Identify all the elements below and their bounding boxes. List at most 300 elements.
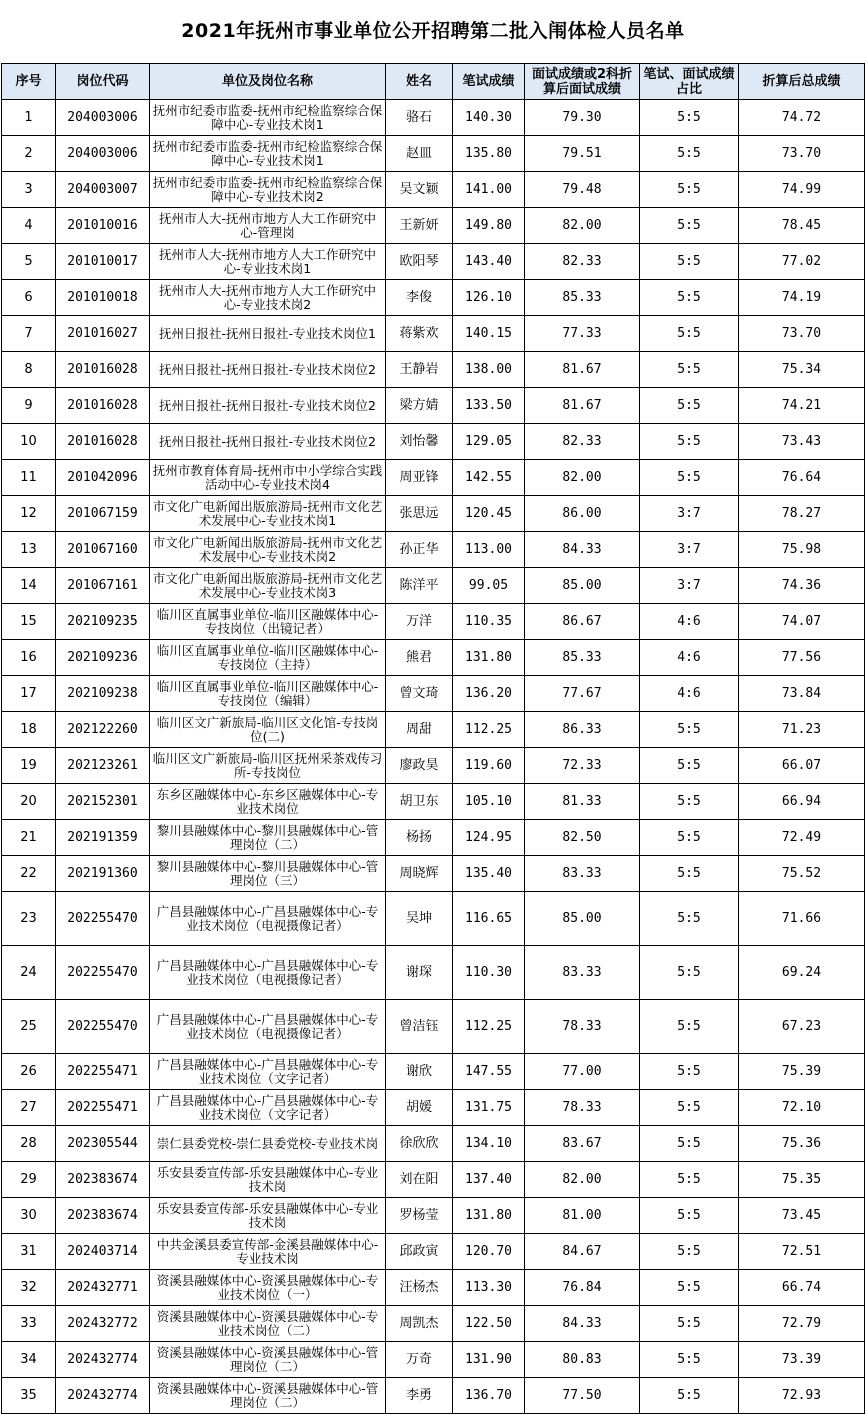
- table-row: [2, 424, 865, 460]
- cell-total: 69.24: [739, 946, 865, 1000]
- cell-ratio: 5:5: [640, 424, 739, 460]
- cell-name: 吴文颖: [386, 172, 453, 208]
- cell-total: 74.72: [739, 100, 865, 136]
- cell-ratio: 5:5: [640, 1342, 739, 1378]
- cell-ratio: 5:5: [640, 100, 739, 136]
- cell-unit: 资溪县融媒体中心-资溪县融媒体中心-专业技术岗位（一）: [150, 1270, 386, 1306]
- cell-total: 74.36: [739, 568, 865, 604]
- cell-total: 75.98: [739, 532, 865, 568]
- cell-total: 71.23: [739, 712, 865, 748]
- cell-ratio: 5:5: [640, 784, 739, 820]
- cell-name: 谢琛: [386, 946, 453, 1000]
- cell-unit: 广昌县融媒体中心-广昌县融媒体中心-专业技术岗位（文字记者）: [150, 1090, 386, 1126]
- cell-unit: 资溪县融媒体中心-资溪县融媒体中心-管理岗位（二）: [150, 1378, 386, 1414]
- cell-interview: 81.00: [525, 1198, 640, 1234]
- cell-interview: 85.00: [525, 892, 640, 946]
- cell-name: 刘怡馨: [386, 424, 453, 460]
- cell-ratio: 4:6: [640, 676, 739, 712]
- cell-no: 15: [2, 604, 56, 640]
- cell-unit: 崇仁县委党校-崇仁县委党校-专业技术岗: [150, 1126, 386, 1162]
- cell-no: 11: [2, 460, 56, 496]
- cell-name: 吴坤: [386, 892, 453, 946]
- cell-interview: 84.67: [525, 1234, 640, 1270]
- cell-code: 204003006: [56, 136, 150, 172]
- cell-code: 201067161: [56, 568, 150, 604]
- cell-written: 134.10: [453, 1126, 525, 1162]
- cell-name: 胡卫东: [386, 784, 453, 820]
- cell-code: 201010016: [56, 208, 150, 244]
- table-row: [2, 568, 865, 604]
- cell-no: 35: [2, 1378, 56, 1414]
- cell-name: 廖政昊: [386, 748, 453, 784]
- cell-unit: 东乡区融媒体中心-东乡区融媒体中心-专业技术岗位: [150, 784, 386, 820]
- cell-code: 201042096: [56, 460, 150, 496]
- cell-name: 谢欣: [386, 1054, 453, 1090]
- cell-no: 24: [2, 946, 56, 1000]
- table-row: [2, 1306, 865, 1342]
- cell-no: 26: [2, 1054, 56, 1090]
- cell-written: 126.10: [453, 280, 525, 316]
- cell-total: 75.39: [739, 1054, 865, 1090]
- cell-code: 202255470: [56, 1000, 150, 1054]
- cell-unit: 资溪县融媒体中心-资溪县融媒体中心-管理岗位（二）: [150, 1342, 386, 1378]
- cell-unit: 抚州市纪委市监委-抚州市纪检监察综合保障中心-专业技术岗1: [150, 100, 386, 136]
- cell-interview: 86.67: [525, 604, 640, 640]
- cell-unit: 市文化广电新闻出版旅游局-抚州市文化艺术发展中心-专业技术岗2: [150, 532, 386, 568]
- cell-name: 欧阳琴: [386, 244, 453, 280]
- cell-ratio: 4:6: [640, 604, 739, 640]
- cell-written: 116.65: [453, 892, 525, 946]
- cell-unit: 乐安县委宣传部-乐安县融媒体中心-专业技术岗: [150, 1198, 386, 1234]
- cell-written: 120.45: [453, 496, 525, 532]
- cell-no: 14: [2, 568, 56, 604]
- cell-interview: 80.83: [525, 1342, 640, 1378]
- cell-total: 77.56: [739, 640, 865, 676]
- cell-written: 135.40: [453, 856, 525, 892]
- header-ratio: 笔试、面试成绩占比: [640, 64, 739, 100]
- table-row: [2, 748, 865, 784]
- cell-name: 陈洋平: [386, 568, 453, 604]
- header-total: 折算后总成绩: [739, 64, 865, 100]
- cell-interview: 77.00: [525, 1054, 640, 1090]
- cell-name: 徐欣欣: [386, 1126, 453, 1162]
- cell-written: 113.30: [453, 1270, 525, 1306]
- table-row: [2, 172, 865, 208]
- cell-no: 32: [2, 1270, 56, 1306]
- cell-ratio: 5:5: [640, 136, 739, 172]
- cell-name: 王静岩: [386, 352, 453, 388]
- cell-no: 33: [2, 1306, 56, 1342]
- table-row: [2, 856, 865, 892]
- table-row: [2, 100, 865, 136]
- cell-name: 孙正华: [386, 532, 453, 568]
- cell-interview: 79.51: [525, 136, 640, 172]
- cell-ratio: 3:7: [640, 568, 739, 604]
- cell-written: 112.25: [453, 712, 525, 748]
- cell-name: 骆石: [386, 100, 453, 136]
- cell-no: 18: [2, 712, 56, 748]
- cell-written: 149.80: [453, 208, 525, 244]
- cell-code: 201016028: [56, 388, 150, 424]
- cell-no: 17: [2, 676, 56, 712]
- cell-name: 蒋紫欢: [386, 316, 453, 352]
- cell-no: 21: [2, 820, 56, 856]
- cell-interview: 79.30: [525, 100, 640, 136]
- cell-ratio: 5:5: [640, 1126, 739, 1162]
- table-row: [2, 784, 865, 820]
- cell-name: 李俊: [386, 280, 453, 316]
- cell-ratio: 5:5: [640, 280, 739, 316]
- cell-ratio: 5:5: [640, 946, 739, 1000]
- cell-interview: 85.33: [525, 640, 640, 676]
- cell-unit: 临川区直属事业单位-临川区融媒体中心-专技岗位（出镜记者）: [150, 604, 386, 640]
- cell-code: 202383674: [56, 1198, 150, 1234]
- cell-ratio: 5:5: [640, 1378, 739, 1414]
- cell-written: 99.05: [453, 568, 525, 604]
- cell-total: 78.45: [739, 208, 865, 244]
- cell-total: 72.79: [739, 1306, 865, 1342]
- cell-interview: 83.67: [525, 1126, 640, 1162]
- cell-unit: 抚州市教育体育局-抚州市中小学综合实践活动中心-专业技术岗4: [150, 460, 386, 496]
- cell-no: 7: [2, 316, 56, 352]
- cell-no: 5: [2, 244, 56, 280]
- cell-written: 140.15: [453, 316, 525, 352]
- cell-name: 汪杨杰: [386, 1270, 453, 1306]
- cell-name: 周晓辉: [386, 856, 453, 892]
- table-row: [2, 1162, 865, 1198]
- table-row: [2, 208, 865, 244]
- cell-no: 27: [2, 1090, 56, 1126]
- cell-written: 143.40: [453, 244, 525, 280]
- cell-name: 熊君: [386, 640, 453, 676]
- cell-unit: 黎川县融媒体中心-黎川县融媒体中心-管理岗位（三）: [150, 856, 386, 892]
- cell-interview: 76.84: [525, 1270, 640, 1306]
- cell-interview: 82.33: [525, 424, 640, 460]
- table-row: [2, 604, 865, 640]
- table-row: [2, 316, 865, 352]
- header-interview: 面试成绩或2科折算后面试成绩: [525, 64, 640, 100]
- cell-code: 202403714: [56, 1234, 150, 1270]
- cell-total: 66.94: [739, 784, 865, 820]
- cell-name: 李勇: [386, 1378, 453, 1414]
- table-row: [2, 1126, 865, 1162]
- cell-interview: 84.33: [525, 1306, 640, 1342]
- cell-written: 120.70: [453, 1234, 525, 1270]
- cell-written: 136.20: [453, 676, 525, 712]
- cell-unit: 临川区直属事业单位-临川区融媒体中心-专技岗位（编辑）: [150, 676, 386, 712]
- cell-name: 曾洁钰: [386, 1000, 453, 1054]
- cell-interview: 81.67: [525, 388, 640, 424]
- cell-interview: 72.33: [525, 748, 640, 784]
- cell-unit: 抚州市人大-抚州市地方人大工作研究中心-专业技术岗2: [150, 280, 386, 316]
- cell-code: 201016028: [56, 352, 150, 388]
- cell-total: 75.36: [739, 1126, 865, 1162]
- cell-written: 112.25: [453, 1000, 525, 1054]
- header-code: 岗位代码: [56, 64, 150, 100]
- cell-name: 杨扬: [386, 820, 453, 856]
- cell-no: 4: [2, 208, 56, 244]
- cell-unit: 乐安县委宣传部-乐安县融媒体中心-专业技术岗: [150, 1162, 386, 1198]
- table-row: [2, 676, 865, 712]
- cell-unit: 临川区文广新旅局-临川区文化馆-专技岗位(二): [150, 712, 386, 748]
- cell-unit: 资溪县融媒体中心-资溪县融媒体中心-专业技术岗位（二）: [150, 1306, 386, 1342]
- cell-unit: 黎川县融媒体中心-黎川县融媒体中心-管理岗位（二）: [150, 820, 386, 856]
- cell-unit: 抚州市人大-抚州市地方人大工作研究中心-管理岗: [150, 208, 386, 244]
- cell-written: 141.00: [453, 172, 525, 208]
- cell-written: 136.70: [453, 1378, 525, 1414]
- cell-ratio: 5:5: [640, 856, 739, 892]
- cell-total: 75.34: [739, 352, 865, 388]
- cell-no: 3: [2, 172, 56, 208]
- cell-ratio: 3:7: [640, 496, 739, 532]
- cell-unit: 市文化广电新闻出版旅游局-抚州市文化艺术发展中心-专业技术岗3: [150, 568, 386, 604]
- cell-ratio: 5:5: [640, 1090, 739, 1126]
- cell-written: 131.80: [453, 1198, 525, 1234]
- cell-interview: 82.33: [525, 244, 640, 280]
- cell-code: 202383674: [56, 1162, 150, 1198]
- header-written: 笔试成绩: [453, 64, 525, 100]
- header-name: 姓名: [386, 64, 453, 100]
- cell-unit: 抚州市纪委市监委-抚州市纪检监察综合保障中心-专业技术岗2: [150, 172, 386, 208]
- cell-total: 73.39: [739, 1342, 865, 1378]
- cell-interview: 86.33: [525, 712, 640, 748]
- table-row: [2, 1342, 865, 1378]
- cell-ratio: 5:5: [640, 1054, 739, 1090]
- cell-ratio: 4:6: [640, 640, 739, 676]
- cell-ratio: 5:5: [640, 820, 739, 856]
- cell-written: 110.35: [453, 604, 525, 640]
- table-row: [2, 1378, 865, 1414]
- cell-name: 万洋: [386, 604, 453, 640]
- table-row: [2, 1270, 865, 1306]
- cell-code: 202191359: [56, 820, 150, 856]
- table-row: [2, 244, 865, 280]
- cell-code: 202305544: [56, 1126, 150, 1162]
- cell-name: 王新妍: [386, 208, 453, 244]
- table-row: [2, 1054, 865, 1090]
- cell-written: 135.80: [453, 136, 525, 172]
- cell-code: 202255470: [56, 892, 150, 946]
- cell-name: 胡媛: [386, 1090, 453, 1126]
- header-no: 序号: [2, 64, 56, 100]
- cell-no: 10: [2, 424, 56, 460]
- cell-total: 73.70: [739, 136, 865, 172]
- cell-unit: 抚州日报社-抚州日报社-专业技术岗位2: [150, 352, 386, 388]
- table-row: [2, 1198, 865, 1234]
- cell-written: 105.10: [453, 784, 525, 820]
- cell-unit: 中共金溪县委宣传部-金溪县融媒体中心-专业技术岗: [150, 1234, 386, 1270]
- cell-written: 124.95: [453, 820, 525, 856]
- cell-total: 72.49: [739, 820, 865, 856]
- cell-written: 131.75: [453, 1090, 525, 1126]
- cell-total: 74.19: [739, 280, 865, 316]
- cell-total: 78.27: [739, 496, 865, 532]
- cell-no: 9: [2, 388, 56, 424]
- page-title: 2021年抚州市事业单位公开招聘第二批入闱体检人员名单: [181, 20, 685, 42]
- cell-interview: 85.33: [525, 280, 640, 316]
- cell-name: 罗杨莹: [386, 1198, 453, 1234]
- cell-code: 202255471: [56, 1054, 150, 1090]
- cell-code: 201067160: [56, 532, 150, 568]
- cell-code: 202255471: [56, 1090, 150, 1126]
- table-body: [2, 100, 865, 1414]
- cell-no: 22: [2, 856, 56, 892]
- cell-code: 202122260: [56, 712, 150, 748]
- cell-written: 113.00: [453, 532, 525, 568]
- cell-interview: 85.00: [525, 568, 640, 604]
- cell-code: 202432772: [56, 1306, 150, 1342]
- cell-written: 147.55: [453, 1054, 525, 1090]
- table-row: [2, 352, 865, 388]
- cell-code: 201016028: [56, 424, 150, 460]
- cell-total: 73.84: [739, 676, 865, 712]
- cell-interview: 82.00: [525, 1162, 640, 1198]
- cell-no: 20: [2, 784, 56, 820]
- cell-total: 72.51: [739, 1234, 865, 1270]
- cell-written: 119.60: [453, 748, 525, 784]
- cell-no: 2: [2, 136, 56, 172]
- cell-ratio: 5:5: [640, 208, 739, 244]
- cell-name: 梁方婧: [386, 388, 453, 424]
- cell-code: 204003006: [56, 100, 150, 136]
- cell-no: 1: [2, 100, 56, 136]
- cell-name: 邱政寅: [386, 1234, 453, 1270]
- cell-no: 31: [2, 1234, 56, 1270]
- cell-no: 30: [2, 1198, 56, 1234]
- table-row: [2, 496, 865, 532]
- cell-interview: 86.00: [525, 496, 640, 532]
- cell-total: 73.45: [739, 1198, 865, 1234]
- cell-interview: 83.33: [525, 856, 640, 892]
- cell-code: 202152301: [56, 784, 150, 820]
- cell-code: 202255470: [56, 946, 150, 1000]
- cell-code: 202432771: [56, 1270, 150, 1306]
- cell-code: 204003007: [56, 172, 150, 208]
- cell-interview: 82.50: [525, 820, 640, 856]
- cell-unit: 广昌县融媒体中心-广昌县融媒体中心-专业技术岗位（文字记者）: [150, 1054, 386, 1090]
- cell-written: 138.00: [453, 352, 525, 388]
- cell-no: 12: [2, 496, 56, 532]
- cell-name: 周凯杰: [386, 1306, 453, 1342]
- cell-code: 202109238: [56, 676, 150, 712]
- cell-unit: 抚州日报社-抚州日报社-专业技术岗位2: [150, 424, 386, 460]
- cell-total: 75.52: [739, 856, 865, 892]
- cell-ratio: 5:5: [640, 1000, 739, 1054]
- cell-total: 73.70: [739, 316, 865, 352]
- cell-total: 75.35: [739, 1162, 865, 1198]
- cell-written: 137.40: [453, 1162, 525, 1198]
- cell-ratio: 5:5: [640, 748, 739, 784]
- cell-interview: 77.67: [525, 676, 640, 712]
- cell-name: 周甜: [386, 712, 453, 748]
- table-row: [2, 280, 865, 316]
- cell-total: 74.99: [739, 172, 865, 208]
- cell-ratio: 5:5: [640, 1198, 739, 1234]
- cell-written: 110.30: [453, 946, 525, 1000]
- cell-ratio: 5:5: [640, 172, 739, 208]
- cell-code: 201016027: [56, 316, 150, 352]
- cell-total: 73.43: [739, 424, 865, 460]
- table-row: [2, 892, 865, 946]
- cell-no: 16: [2, 640, 56, 676]
- cell-ratio: 5:5: [640, 1270, 739, 1306]
- cell-written: 131.80: [453, 640, 525, 676]
- cell-code: 202109236: [56, 640, 150, 676]
- cell-name: 曾文琦: [386, 676, 453, 712]
- table-row: [2, 820, 865, 856]
- cell-ratio: 5:5: [640, 1306, 739, 1342]
- cell-no: 28: [2, 1126, 56, 1162]
- cell-no: 19: [2, 748, 56, 784]
- cell-no: 34: [2, 1342, 56, 1378]
- cell-unit: 抚州市人大-抚州市地方人大工作研究中心-专业技术岗1: [150, 244, 386, 280]
- cell-ratio: 5:5: [640, 892, 739, 946]
- table-row: [2, 1234, 865, 1270]
- table-row: [2, 532, 865, 568]
- cell-written: 140.30: [453, 100, 525, 136]
- cell-interview: 82.00: [525, 460, 640, 496]
- table-row: [2, 712, 865, 748]
- cell-no: 29: [2, 1162, 56, 1198]
- table-row: [2, 1000, 865, 1054]
- cell-ratio: 5:5: [640, 388, 739, 424]
- candidate-table: [1, 63, 865, 1414]
- table-row: [2, 388, 865, 424]
- cell-total: 74.21: [739, 388, 865, 424]
- cell-unit: 抚州市纪委市监委-抚州市纪检监察综合保障中心-专业技术岗1: [150, 136, 386, 172]
- cell-ratio: 5:5: [640, 712, 739, 748]
- cell-total: 71.66: [739, 892, 865, 946]
- cell-name: 万奇: [386, 1342, 453, 1378]
- table-header-row: [2, 64, 865, 100]
- cell-interview: 81.67: [525, 352, 640, 388]
- cell-total: 74.07: [739, 604, 865, 640]
- cell-code: 202191360: [56, 856, 150, 892]
- cell-code: 201067159: [56, 496, 150, 532]
- cell-ratio: 5:5: [640, 244, 739, 280]
- cell-unit: 广昌县融媒体中心-广昌县融媒体中心-专业技术岗位（电视摄像记者）: [150, 892, 386, 946]
- cell-unit: 临川区文广新旅局-临川区抚州采茶戏传习所-专技岗位: [150, 748, 386, 784]
- cell-unit: 抚州日报社-抚州日报社-专业技术岗位1: [150, 316, 386, 352]
- cell-interview: 77.33: [525, 316, 640, 352]
- cell-written: 142.55: [453, 460, 525, 496]
- cell-code: 201010017: [56, 244, 150, 280]
- cell-unit: 广昌县融媒体中心-广昌县融媒体中心-专业技术岗位（电视摄像记者）: [150, 946, 386, 1000]
- cell-unit: 抚州日报社-抚州日报社-专业技术岗位2: [150, 388, 386, 424]
- table-row: [2, 946, 865, 1000]
- table-row: [2, 136, 865, 172]
- cell-interview: 77.50: [525, 1378, 640, 1414]
- cell-ratio: 3:7: [640, 532, 739, 568]
- cell-unit: 广昌县融媒体中心-广昌县融媒体中心-专业技术岗位（电视摄像记者）: [150, 1000, 386, 1054]
- cell-no: 8: [2, 352, 56, 388]
- table-row: [2, 1090, 865, 1126]
- cell-code: 202123261: [56, 748, 150, 784]
- cell-no: 23: [2, 892, 56, 946]
- cell-name: 赵皿: [386, 136, 453, 172]
- cell-interview: 78.33: [525, 1090, 640, 1126]
- cell-total: 72.10: [739, 1090, 865, 1126]
- cell-ratio: 5:5: [640, 1162, 739, 1198]
- cell-total: 66.74: [739, 1270, 865, 1306]
- cell-code: 202109235: [56, 604, 150, 640]
- cell-unit: 市文化广电新闻出版旅游局-抚州市文化艺术发展中心-专业技术岗1: [150, 496, 386, 532]
- cell-total: 76.64: [739, 460, 865, 496]
- cell-ratio: 5:5: [640, 352, 739, 388]
- cell-total: 77.02: [739, 244, 865, 280]
- cell-no: 6: [2, 280, 56, 316]
- table-row: [2, 640, 865, 676]
